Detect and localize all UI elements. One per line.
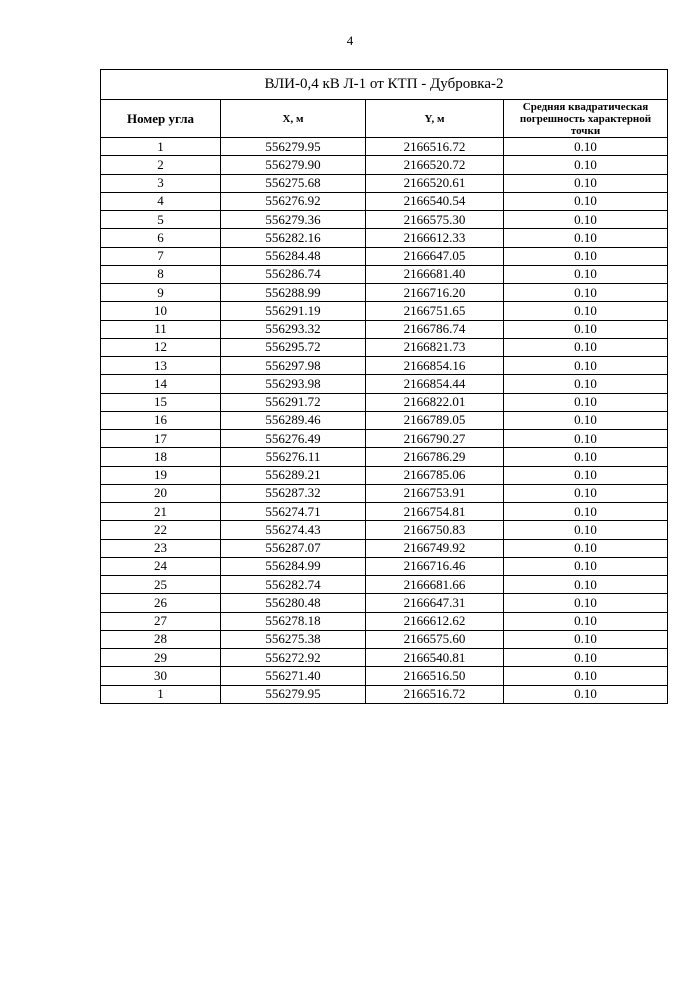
x-coordinate-cell: 556284.48 [221,247,366,265]
y-coordinate-cell: 2166516.72 [366,685,504,703]
error-cell: 0.10 [504,649,668,667]
angle-number-cell: 9 [101,284,221,302]
x-coordinate-cell: 556288.99 [221,284,366,302]
error-cell: 0.10 [504,247,668,265]
angle-number-cell: 13 [101,357,221,375]
angle-number-cell: 24 [101,557,221,575]
angle-number-cell: 23 [101,539,221,557]
x-coordinate-cell: 556279.36 [221,211,366,229]
y-coordinate-cell: 2166751.65 [366,302,504,320]
x-coordinate-cell: 556293.98 [221,375,366,393]
angle-number-cell: 5 [101,211,221,229]
angle-number-cell: 1 [101,685,221,703]
x-coordinate-cell: 556297.98 [221,357,366,375]
table-row [101,411,668,429]
table-row [101,649,668,667]
y-coordinate-cell: 2166716.20 [366,284,504,302]
x-coordinate-cell: 556287.07 [221,539,366,557]
angle-number-cell: 21 [101,503,221,521]
x-coordinate-cell: 556289.46 [221,411,366,429]
coordinates-table [100,69,668,704]
angle-number-cell: 18 [101,448,221,466]
y-coordinate-cell: 2166785.06 [366,466,504,484]
x-coordinate-cell: 556276.49 [221,430,366,448]
error-cell: 0.10 [504,338,668,356]
table-row [101,393,668,411]
x-coordinate-cell: 556291.19 [221,302,366,320]
y-coordinate-cell: 2166754.81 [366,503,504,521]
angle-number-cell: 3 [101,174,221,192]
angle-number-cell: 25 [101,576,221,594]
y-coordinate-cell: 2166821.73 [366,338,504,356]
angle-number-cell: 4 [101,192,221,210]
angle-number-cell: 28 [101,630,221,648]
angle-number-cell: 16 [101,411,221,429]
y-coordinate-cell: 2166750.83 [366,521,504,539]
x-coordinate-cell: 556279.95 [221,685,366,703]
angle-number-cell: 27 [101,612,221,630]
table-row [101,229,668,247]
table-row [101,612,668,630]
y-coordinate-cell: 2166575.30 [366,211,504,229]
error-cell: 0.10 [504,448,668,466]
header-error: Средняя квадратическая погрешность характерной точки [504,100,668,138]
x-coordinate-cell: 556279.90 [221,156,366,174]
error-cell: 0.10 [504,576,668,594]
y-coordinate-cell: 2166540.81 [366,649,504,667]
error-cell: 0.10 [504,557,668,575]
angle-number-cell: 2 [101,156,221,174]
y-coordinate-cell: 2166612.33 [366,229,504,247]
error-cell: 0.10 [504,284,668,302]
y-coordinate-cell: 2166786.74 [366,320,504,338]
header-angle-number: Номер угла [101,100,221,138]
error-cell: 0.10 [504,192,668,210]
x-coordinate-cell: 556272.92 [221,649,366,667]
x-coordinate-cell: 556282.16 [221,229,366,247]
table-row [101,211,668,229]
error-cell: 0.10 [504,430,668,448]
angle-number-cell: 26 [101,594,221,612]
x-coordinate-cell: 556279.95 [221,138,366,156]
angle-number-cell: 11 [101,320,221,338]
table-row [101,557,668,575]
y-coordinate-cell: 2166822.01 [366,393,504,411]
table-row [101,576,668,594]
error-cell: 0.10 [504,265,668,283]
error-cell: 0.10 [504,667,668,685]
y-coordinate-cell: 2166516.72 [366,138,504,156]
error-cell: 0.10 [504,302,668,320]
y-coordinate-cell: 2166575.60 [366,630,504,648]
x-coordinate-cell: 556276.11 [221,448,366,466]
x-coordinate-cell: 556289.21 [221,466,366,484]
table-row [101,484,668,502]
y-coordinate-cell: 2166612.62 [366,612,504,630]
error-cell: 0.10 [504,211,668,229]
y-coordinate-cell: 2166516.50 [366,667,504,685]
table-row [101,503,668,521]
y-coordinate-cell: 2166681.66 [366,576,504,594]
y-coordinate-cell: 2166753.91 [366,484,504,502]
angle-number-cell: 10 [101,302,221,320]
angle-number-cell: 22 [101,521,221,539]
angle-number-cell: 15 [101,393,221,411]
x-coordinate-cell: 556274.43 [221,521,366,539]
y-coordinate-cell: 2166749.92 [366,539,504,557]
error-cell: 0.10 [504,484,668,502]
x-coordinate-cell: 556293.32 [221,320,366,338]
table-row [101,284,668,302]
y-coordinate-cell: 2166854.16 [366,357,504,375]
table-row [101,302,668,320]
x-coordinate-cell: 556282.74 [221,576,366,594]
table-title: ВЛИ-0,4 кВ Л-1 от КТП - Дубровка-2 [101,70,668,100]
table-row [101,685,668,703]
table-row [101,192,668,210]
error-cell: 0.10 [504,138,668,156]
table-body [101,138,668,704]
x-coordinate-cell: 556275.38 [221,630,366,648]
table-title-row [101,70,668,100]
x-coordinate-cell: 556276.92 [221,192,366,210]
table-row [101,156,668,174]
y-coordinate-cell: 2166716.46 [366,557,504,575]
error-cell: 0.10 [504,357,668,375]
table-row [101,357,668,375]
error-cell: 0.10 [504,503,668,521]
x-coordinate-cell: 556286.74 [221,265,366,283]
x-coordinate-cell: 556274.71 [221,503,366,521]
y-coordinate-cell: 2166789.05 [366,411,504,429]
x-coordinate-cell: 556278.18 [221,612,366,630]
table-row [101,594,668,612]
header-x: X, м [221,100,366,138]
table-row [101,338,668,356]
error-cell: 0.10 [504,229,668,247]
angle-number-cell: 20 [101,484,221,502]
angle-number-cell: 6 [101,229,221,247]
angle-number-cell: 19 [101,466,221,484]
angle-number-cell: 8 [101,265,221,283]
y-coordinate-cell: 2166520.72 [366,156,504,174]
y-coordinate-cell: 2166681.40 [366,265,504,283]
x-coordinate-cell: 556295.72 [221,338,366,356]
x-coordinate-cell: 556287.32 [221,484,366,502]
error-cell: 0.10 [504,320,668,338]
y-coordinate-cell: 2166790.27 [366,430,504,448]
table-header-row [101,100,668,138]
table-row [101,320,668,338]
error-cell: 0.10 [504,174,668,192]
x-coordinate-cell: 556271.40 [221,667,366,685]
table-row [101,539,668,557]
error-cell: 0.10 [504,594,668,612]
error-cell: 0.10 [504,630,668,648]
error-cell: 0.10 [504,685,668,703]
angle-number-cell: 17 [101,430,221,448]
x-coordinate-cell: 556275.68 [221,174,366,192]
table-row [101,448,668,466]
y-coordinate-cell: 2166540.54 [366,192,504,210]
error-cell: 0.10 [504,466,668,484]
x-coordinate-cell: 556284.99 [221,557,366,575]
y-coordinate-cell: 2166786.29 [366,448,504,466]
angle-number-cell: 1 [101,138,221,156]
error-cell: 0.10 [504,521,668,539]
table-row [101,247,668,265]
table-row [101,375,668,393]
y-coordinate-cell: 2166647.31 [366,594,504,612]
table-row [101,466,668,484]
header-y: Y, м [366,100,504,138]
x-coordinate-cell: 556291.72 [221,393,366,411]
table-row [101,630,668,648]
table-row [101,265,668,283]
table-row [101,430,668,448]
error-cell: 0.10 [504,612,668,630]
table-row [101,667,668,685]
page-number: 4 [346,33,354,48]
y-coordinate-cell: 2166520.61 [366,174,504,192]
angle-number-cell: 7 [101,247,221,265]
x-coordinate-cell: 556280.48 [221,594,366,612]
error-cell: 0.10 [504,375,668,393]
table-row [101,138,668,156]
error-cell: 0.10 [504,393,668,411]
y-coordinate-cell: 2166854.44 [366,375,504,393]
angle-number-cell: 29 [101,649,221,667]
table-row [101,521,668,539]
angle-number-cell: 12 [101,338,221,356]
error-cell: 0.10 [504,156,668,174]
error-cell: 0.10 [504,539,668,557]
error-cell: 0.10 [504,411,668,429]
y-coordinate-cell: 2166647.05 [366,247,504,265]
angle-number-cell: 14 [101,375,221,393]
angle-number-cell: 30 [101,667,221,685]
table-row [101,174,668,192]
